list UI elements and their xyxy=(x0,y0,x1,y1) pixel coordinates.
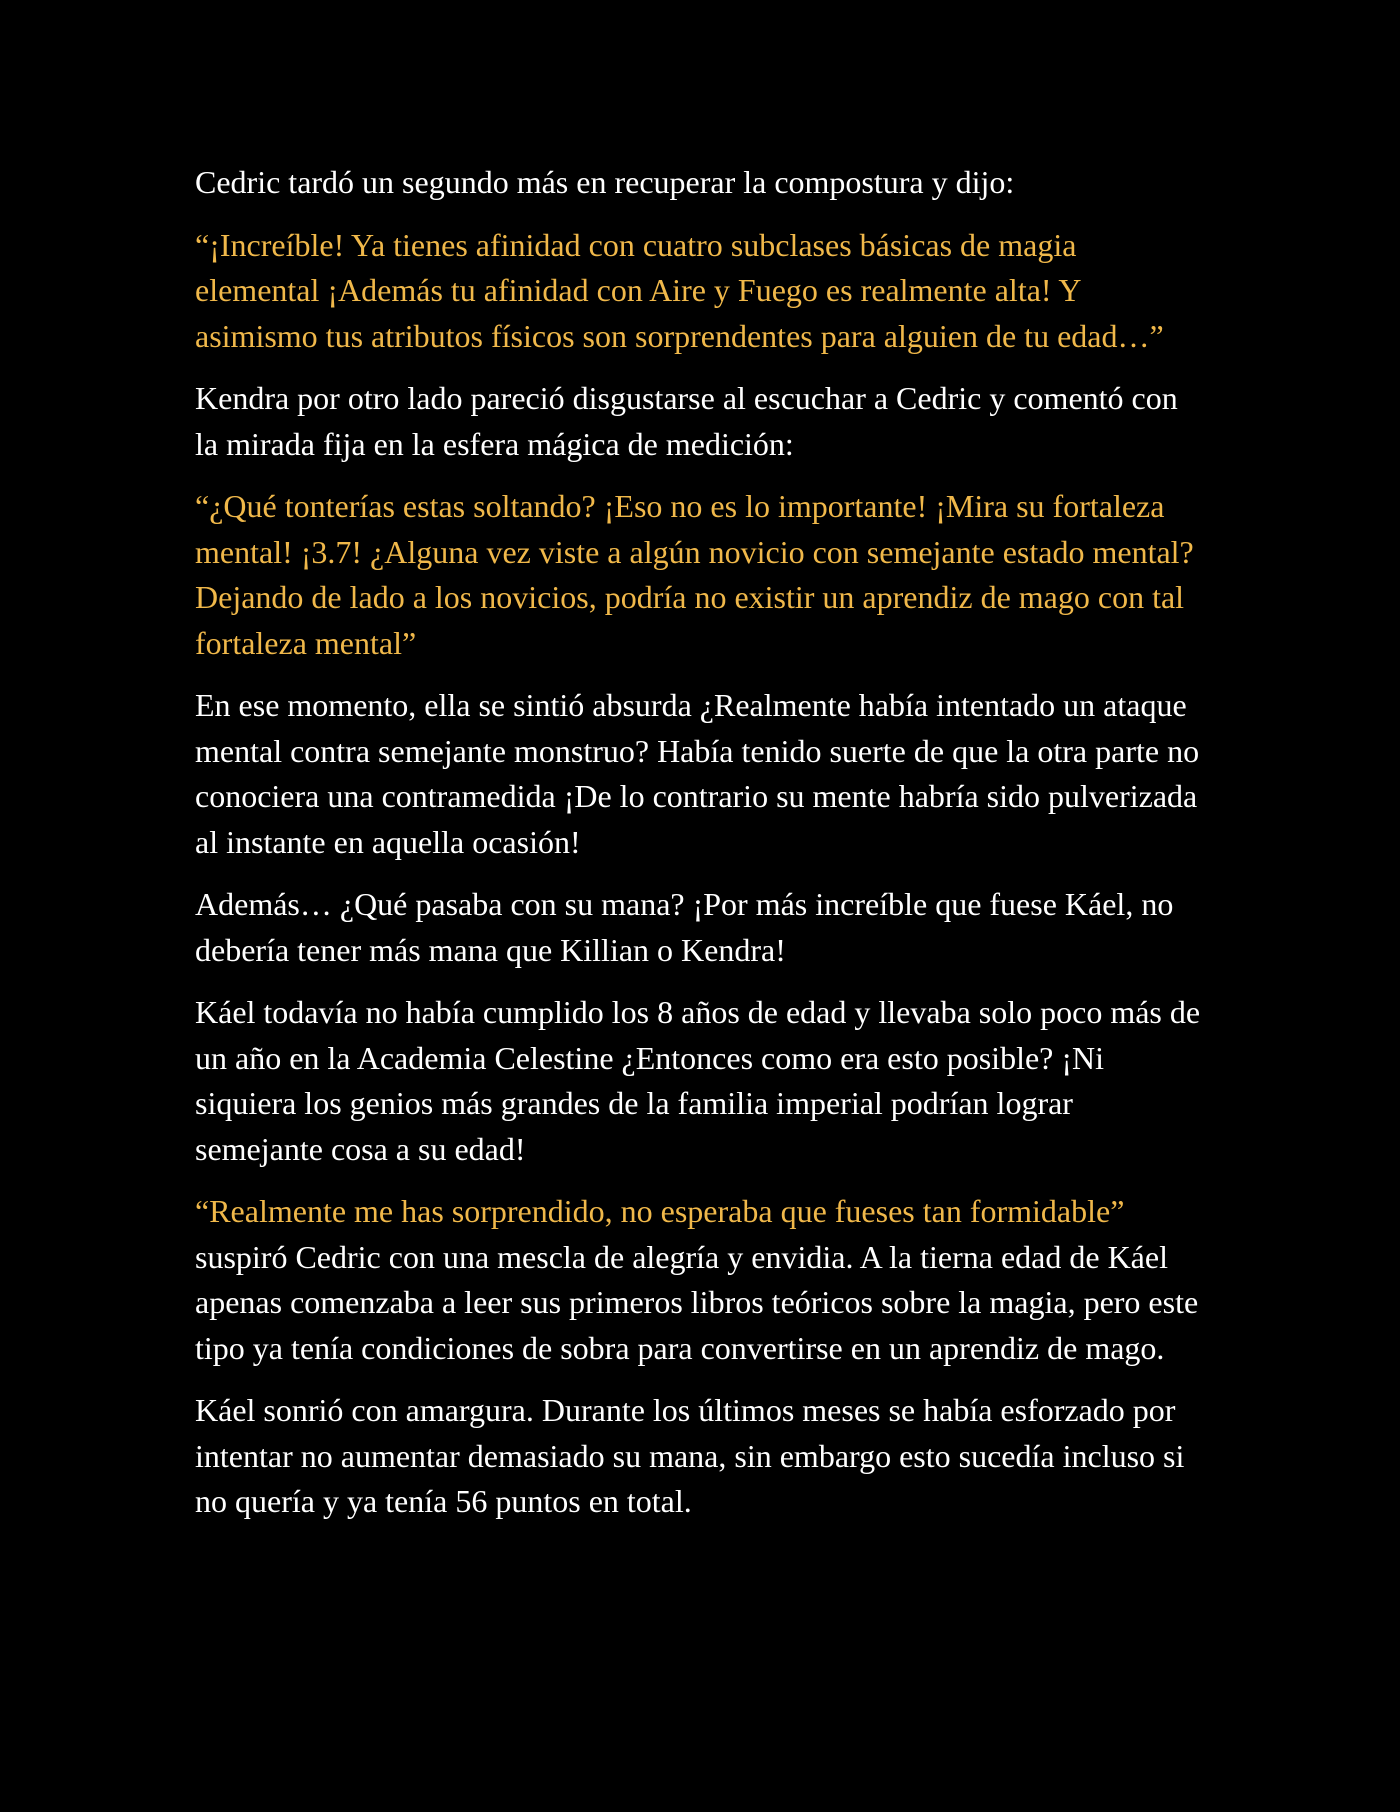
paragraph-narration: Kendra por otro lado pareció disgustarse al escuchar a Cedric y comentó con la mirada fija en la esfera mágica de medición: xyxy=(195,380,1178,462)
page-text xyxy=(195,160,1205,1542)
paragraph-narration: En ese momento, ella se sintió absurda ¿Realmente había intentado un ataque mental contra semejante monstruo? Había tenido suerte de que la otra parte no conociera una contramedida ¡De lo contrario su mente habría sido pulverizada al instante en aquella ocasión! xyxy=(195,687,1200,860)
paragraph-dialogue: “¿Qué tonterías estas soltando? ¡Eso no es lo importante! ¡Mira su fortaleza mental! ¡3.7! ¿Alguna vez viste a algún novicio con semejante estado mental? Dejando de lado a los novicios, podría no existir un aprendiz de mago con tal fortaleza mental” xyxy=(195,488,1194,661)
paragraph-narration: Cedric tardó un segundo más en recuperar la compostura y dijo: xyxy=(195,164,1015,200)
narration-span: suspiró Cedric con una mescla de alegría y envidia. A la tierna edad de Káel apenas comenzaba a leer sus primeros libros teóricos sobre la magia, pero este tipo ya tenía condiciones de sobra para convertirse en un aprendiz de mago. xyxy=(195,1238,1199,1366)
paragraph-narration: Además… ¿Qué pasaba con su mana? ¡Por más increíble que fuese Káel, no debería tener más mana que Killian o Kendra! xyxy=(195,886,1174,968)
paragraph-narration: Káel sonrió con amargura. Durante los últimos meses se había esforzado por intentar no aumentar demasiado su mana, sin embargo esto sucedía incluso si no quería y ya tenía 56 puntos en total. xyxy=(195,1392,1185,1519)
paragraph-narration: Káel todavía no había cumplido los 8 años de edad y llevaba solo poco más de un año en la Academia Celestine ¿Entonces como era esto posible? ¡Ni siquiera los genios más grandes de la familia imperial podrían lograr semejante cosa a su edad! xyxy=(195,994,1201,1167)
dialogue-span: “Realmente me has sorprendido, no esperaba que fueses tan formidable” xyxy=(195,1193,1125,1229)
paragraph-mixed xyxy=(195,1189,1205,1371)
paragraph-dialogue: “¡Increíble! Ya tienes afinidad con cuatro subclases básicas de magia elemental ¡Además tu afinidad con Aire y Fuego es realmente alta! Y asimismo tus atributos físicos son sorprendentes para alguien de tu edad…” xyxy=(195,226,1164,354)
